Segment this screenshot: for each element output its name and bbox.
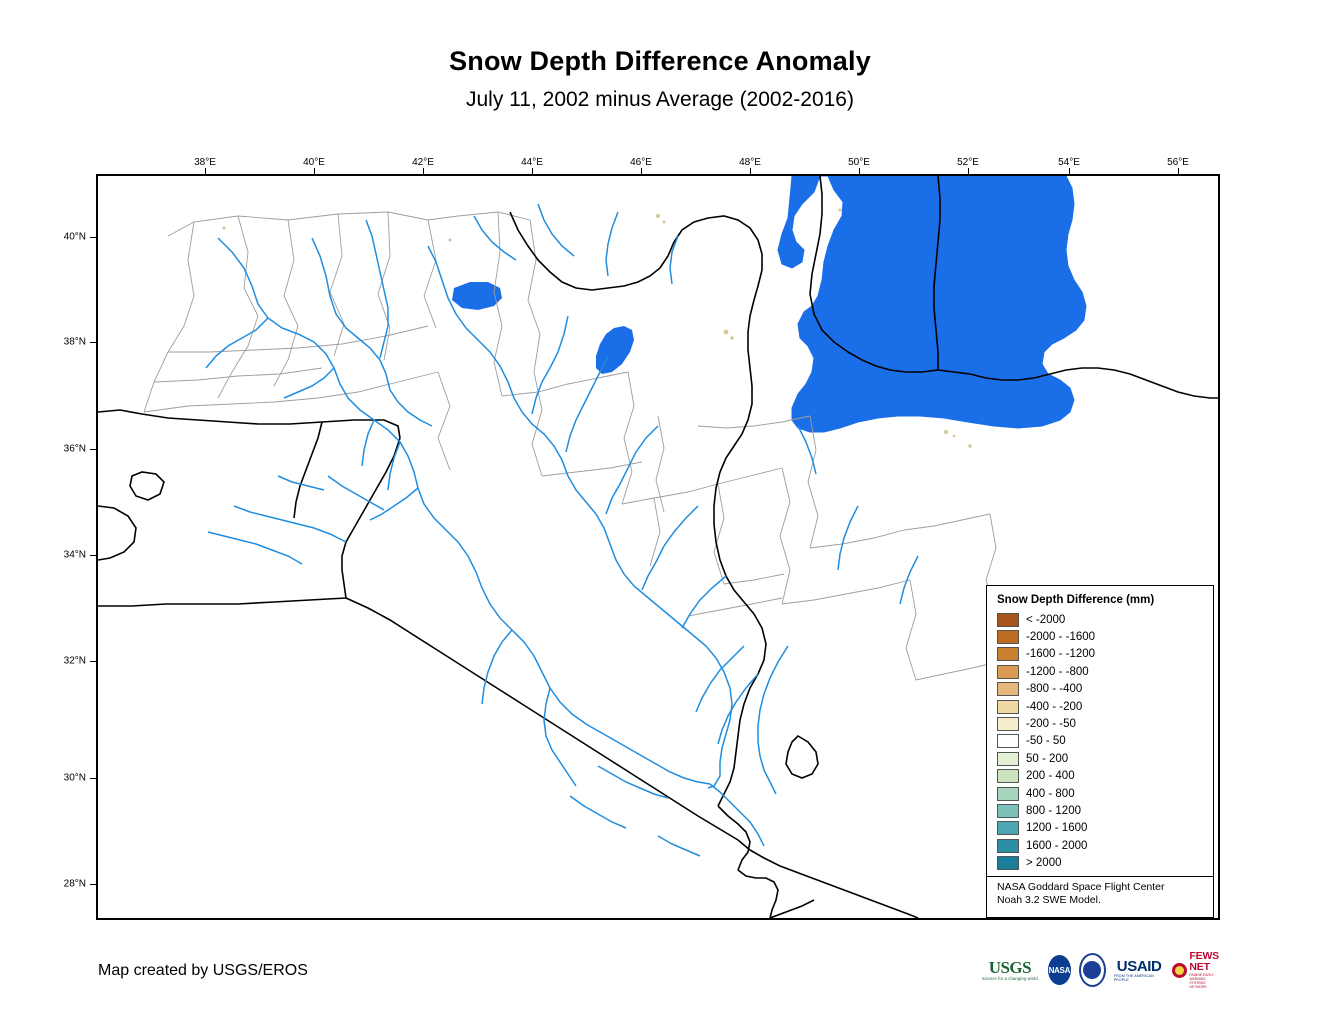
usaid-logo [1114, 955, 1165, 985]
lon-label-46: 46°E [630, 157, 652, 168]
page-subtitle: July 11, 2002 minus Average (2002-2016) [466, 88, 854, 111]
lon-label-54: 54°E [1058, 157, 1080, 168]
legend-item [997, 802, 1203, 819]
legend-note-line1: NASA Goddard Space Flight Center [997, 880, 1165, 893]
logo-strip [980, 952, 1220, 988]
legend-swatch [997, 665, 1019, 679]
legend-swatch [997, 856, 1019, 870]
lake-urmia [596, 326, 634, 374]
legend-item [997, 646, 1203, 663]
usgs-logo-word: USGS [988, 958, 1032, 977]
page-title: Snow Depth Difference Anomaly [449, 46, 871, 76]
legend-swatch [997, 717, 1019, 731]
map-legend [986, 585, 1214, 918]
fews-net-logo [1172, 950, 1220, 989]
lon-label-42: 42°E [412, 157, 434, 168]
legend-label: 800 - 1200 [1026, 804, 1081, 817]
lon-label-48: 48°E [739, 157, 761, 168]
legend-label: -200 - -50 [1026, 718, 1076, 731]
legend-item [997, 750, 1203, 767]
legend-swatch [997, 839, 1019, 853]
legend-label: 50 - 200 [1026, 752, 1069, 765]
nasa-logo: NASA [1048, 955, 1071, 985]
map-credit: Map created by USGS/EROS [98, 962, 308, 979]
legend-swatch [997, 734, 1019, 748]
globe-icon [1172, 963, 1187, 978]
legend-label: < -2000 [1026, 613, 1066, 626]
lat-label-28: 28°N [63, 878, 86, 890]
legend-swatch [997, 804, 1019, 818]
lat-label-32: 32°N [63, 655, 86, 667]
legend-item [997, 733, 1203, 750]
legend-label: -400 - -200 [1026, 700, 1083, 713]
lon-label-50: 50°E [848, 157, 870, 168]
lat-label-30: 30°N [63, 772, 86, 784]
usaid-logo-tagline: FROM THE AMERICAN PEOPLE [1113, 973, 1154, 982]
legend-swatch [997, 752, 1019, 766]
lat-label-34: 34°N [63, 549, 86, 561]
legend-label: 400 - 800 [1026, 787, 1075, 800]
legend-divider [987, 876, 1213, 877]
legend-swatch [997, 787, 1019, 801]
legend-item [997, 820, 1203, 837]
legend-swatch [997, 700, 1019, 714]
lon-label-40: 40°E [303, 157, 325, 168]
legend-swatch [997, 647, 1019, 661]
legend-label: 1600 - 2000 [1026, 839, 1088, 852]
legend-label: -800 - -400 [1026, 683, 1083, 696]
usaid-logo-word: USAID [1116, 957, 1162, 975]
legend-item [997, 681, 1203, 698]
legend-item [997, 854, 1203, 871]
legend-label: > 2000 [1026, 857, 1062, 870]
usgs-logo [980, 955, 1040, 985]
usgs-logo-tagline: science for a changing world [981, 976, 1038, 981]
legend-item [997, 611, 1203, 628]
legend-label: -1600 - -1200 [1026, 648, 1096, 661]
lat-label-36: 36°N [63, 443, 86, 455]
lon-label-52: 52°E [957, 157, 979, 168]
legend-swatch [997, 769, 1019, 783]
legend-item [997, 715, 1203, 732]
legend-item [997, 698, 1203, 715]
lon-label-56: 56°E [1167, 157, 1189, 168]
fews-net-logo-word: FEWS NET [1189, 950, 1219, 973]
legend-item [997, 628, 1203, 645]
lon-label-44: 44°E [521, 157, 543, 168]
fews-net-logo-tagline: FAMINE EARLY WARNING SYSTEMS NETWORK [1189, 973, 1214, 989]
legend-note-line2: Noah 3.2 SWE Model. [997, 893, 1101, 906]
seal-logo [1079, 953, 1106, 987]
legend-label: 1200 - 1600 [1026, 822, 1088, 835]
legend-swatch [997, 682, 1019, 696]
lat-label-40: 40°N [63, 231, 86, 243]
fews-net-logo-text [1189, 951, 1220, 989]
legend-item [997, 768, 1203, 785]
legend-swatch [997, 821, 1019, 835]
legend-label: -1200 - -800 [1026, 665, 1089, 678]
seal-logo-inner [1083, 961, 1101, 979]
legend-label: -50 - 50 [1026, 735, 1066, 748]
legend-swatch [997, 630, 1019, 644]
legend-item [997, 663, 1203, 680]
legend-item [997, 837, 1203, 854]
legend-label: 200 - 400 [1026, 770, 1075, 783]
legend-label: -2000 - -1600 [1026, 631, 1096, 644]
legend-title: Snow Depth Difference (mm) [997, 594, 1155, 606]
caspian-sea [778, 176, 1086, 432]
lat-label-38: 38°N [63, 336, 86, 348]
legend-item [997, 785, 1203, 802]
lon-label-38: 38°E [194, 157, 216, 168]
legend-swatch [997, 613, 1019, 627]
